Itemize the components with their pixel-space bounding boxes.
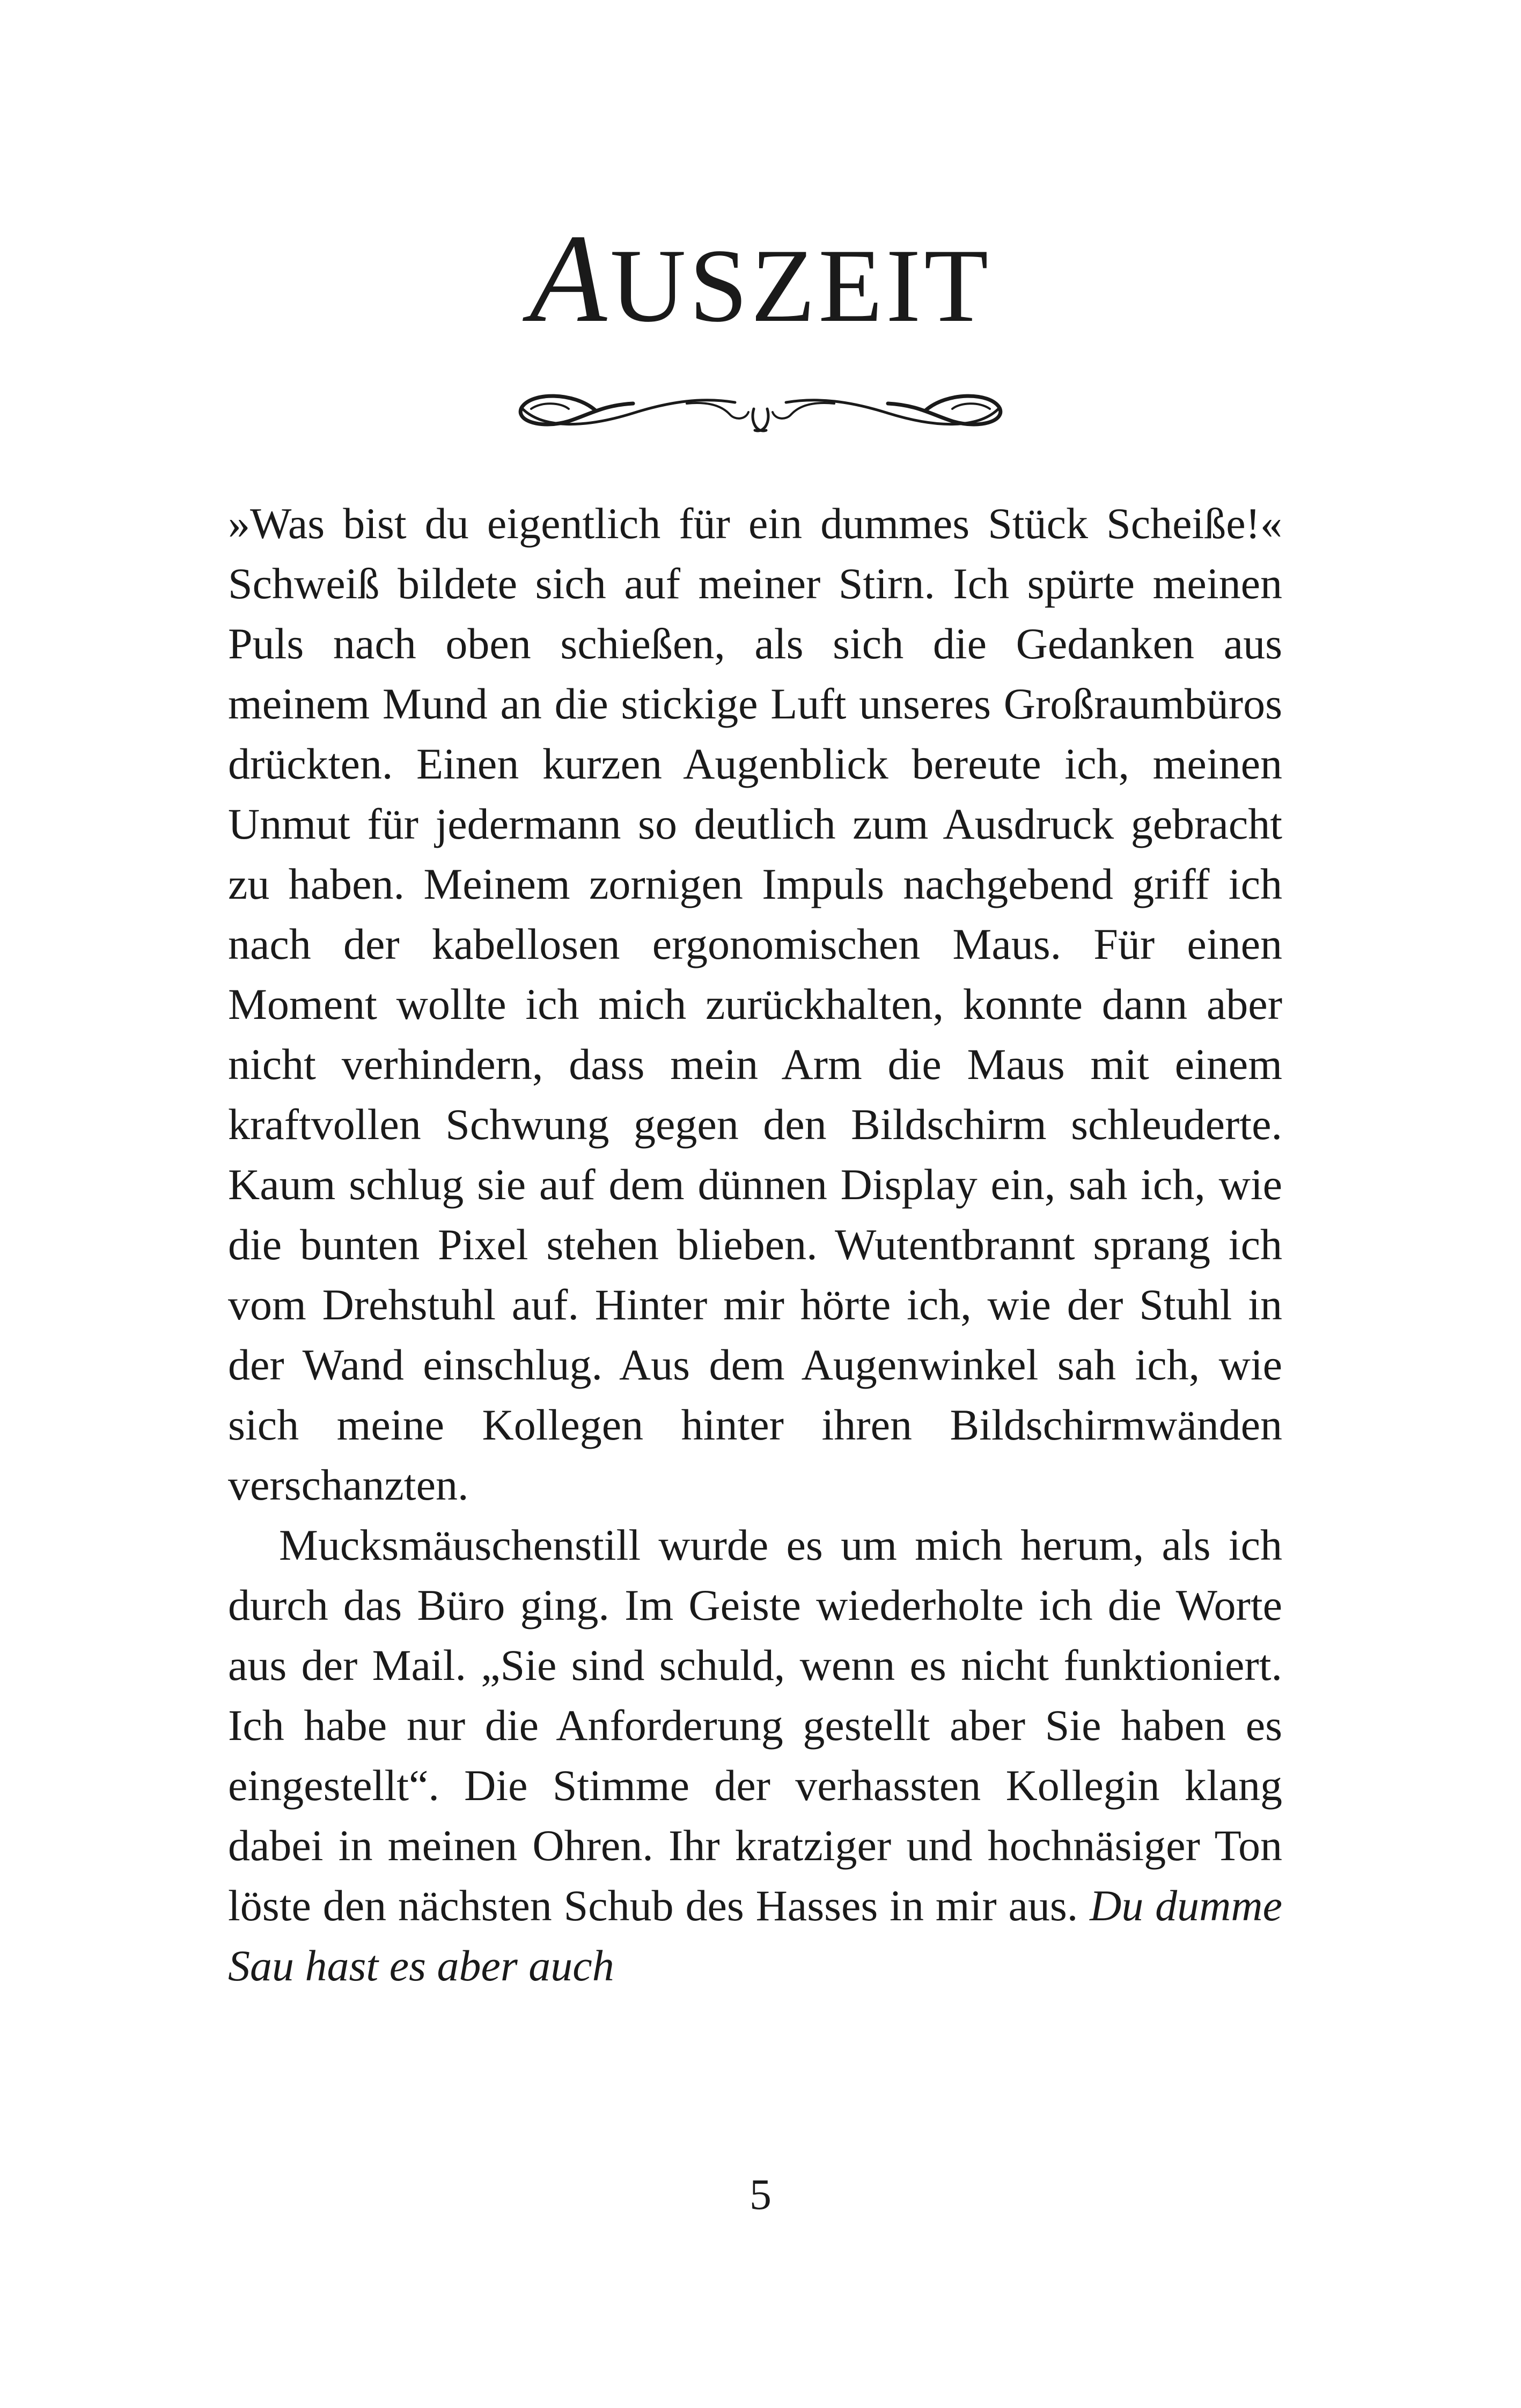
paragraph-text: Mucksmäuschenstill wurde es um mich herum, als ich durch das Büro ging. Im Geiste wiederholte ich die Worte aus der Mail. „Sie sind schuld, wenn es nicht funktioniert. Ich habe nur die Anforderung gestellt aber Sie haben es eingestellt“. Die Stimme der verhassten Kollegin klang dabei in meinen Ohren. Ihr kratziger und hochnäsiger Ton löste den nächsten Schub des Hasses in mir aus. — [228, 1521, 1282, 1930]
chapter-title — [0, 209, 1521, 350]
paragraph: »Was bist du eigentlich für ein dummes Stück Scheiße!« Schweiß bildete sich auf meiner Stirn. Ich spürte meinen Puls nach oben schießen, als sich die Gedanken aus meinem Mund an die stickige Luft unseres Großraumbüros drückten. Einen kurzen Augenblick bereute ich, meinen Unmut für jedermann so deutlich zum Ausdruck gebracht zu haben. Meinem zornigen Impuls nachgebend griff ich nach der kabellosen ergonomischen Maus. Für einen Moment wollte ich mich zurückhalten, konnte dann aber nicht verhindern, dass mein Arm die Maus mit einem kraftvollen Schwung gegen den Bildschirm schleuderte. Kaum schlug sie auf dem dünnen Display ein, sah ich, wie die bunten Pixel stehen blieben. Wutentbrannt sprang ich vom Drehstuhl auf. Hinter mir hörte ich, wie der Stuhl in der Wand einschlug. Aus dem Augenwinkel sah ich, wie sich meine Kollegen hinter ihren Bildschirmwänden verschanzten. — [228, 499, 1282, 1509]
flourish-ornament-icon — [510, 370, 1011, 451]
chapter-body — [228, 494, 1282, 1996]
chapter-title-rest: USZEIT — [610, 227, 992, 344]
chapter-title-initial: A — [529, 209, 611, 349]
paragraph-italic-text: Du dumme Sau hast es aber auch — [228, 1881, 1282, 1990]
page-number: 5 — [750, 2170, 771, 2219]
paragraph — [228, 1515, 1282, 1996]
